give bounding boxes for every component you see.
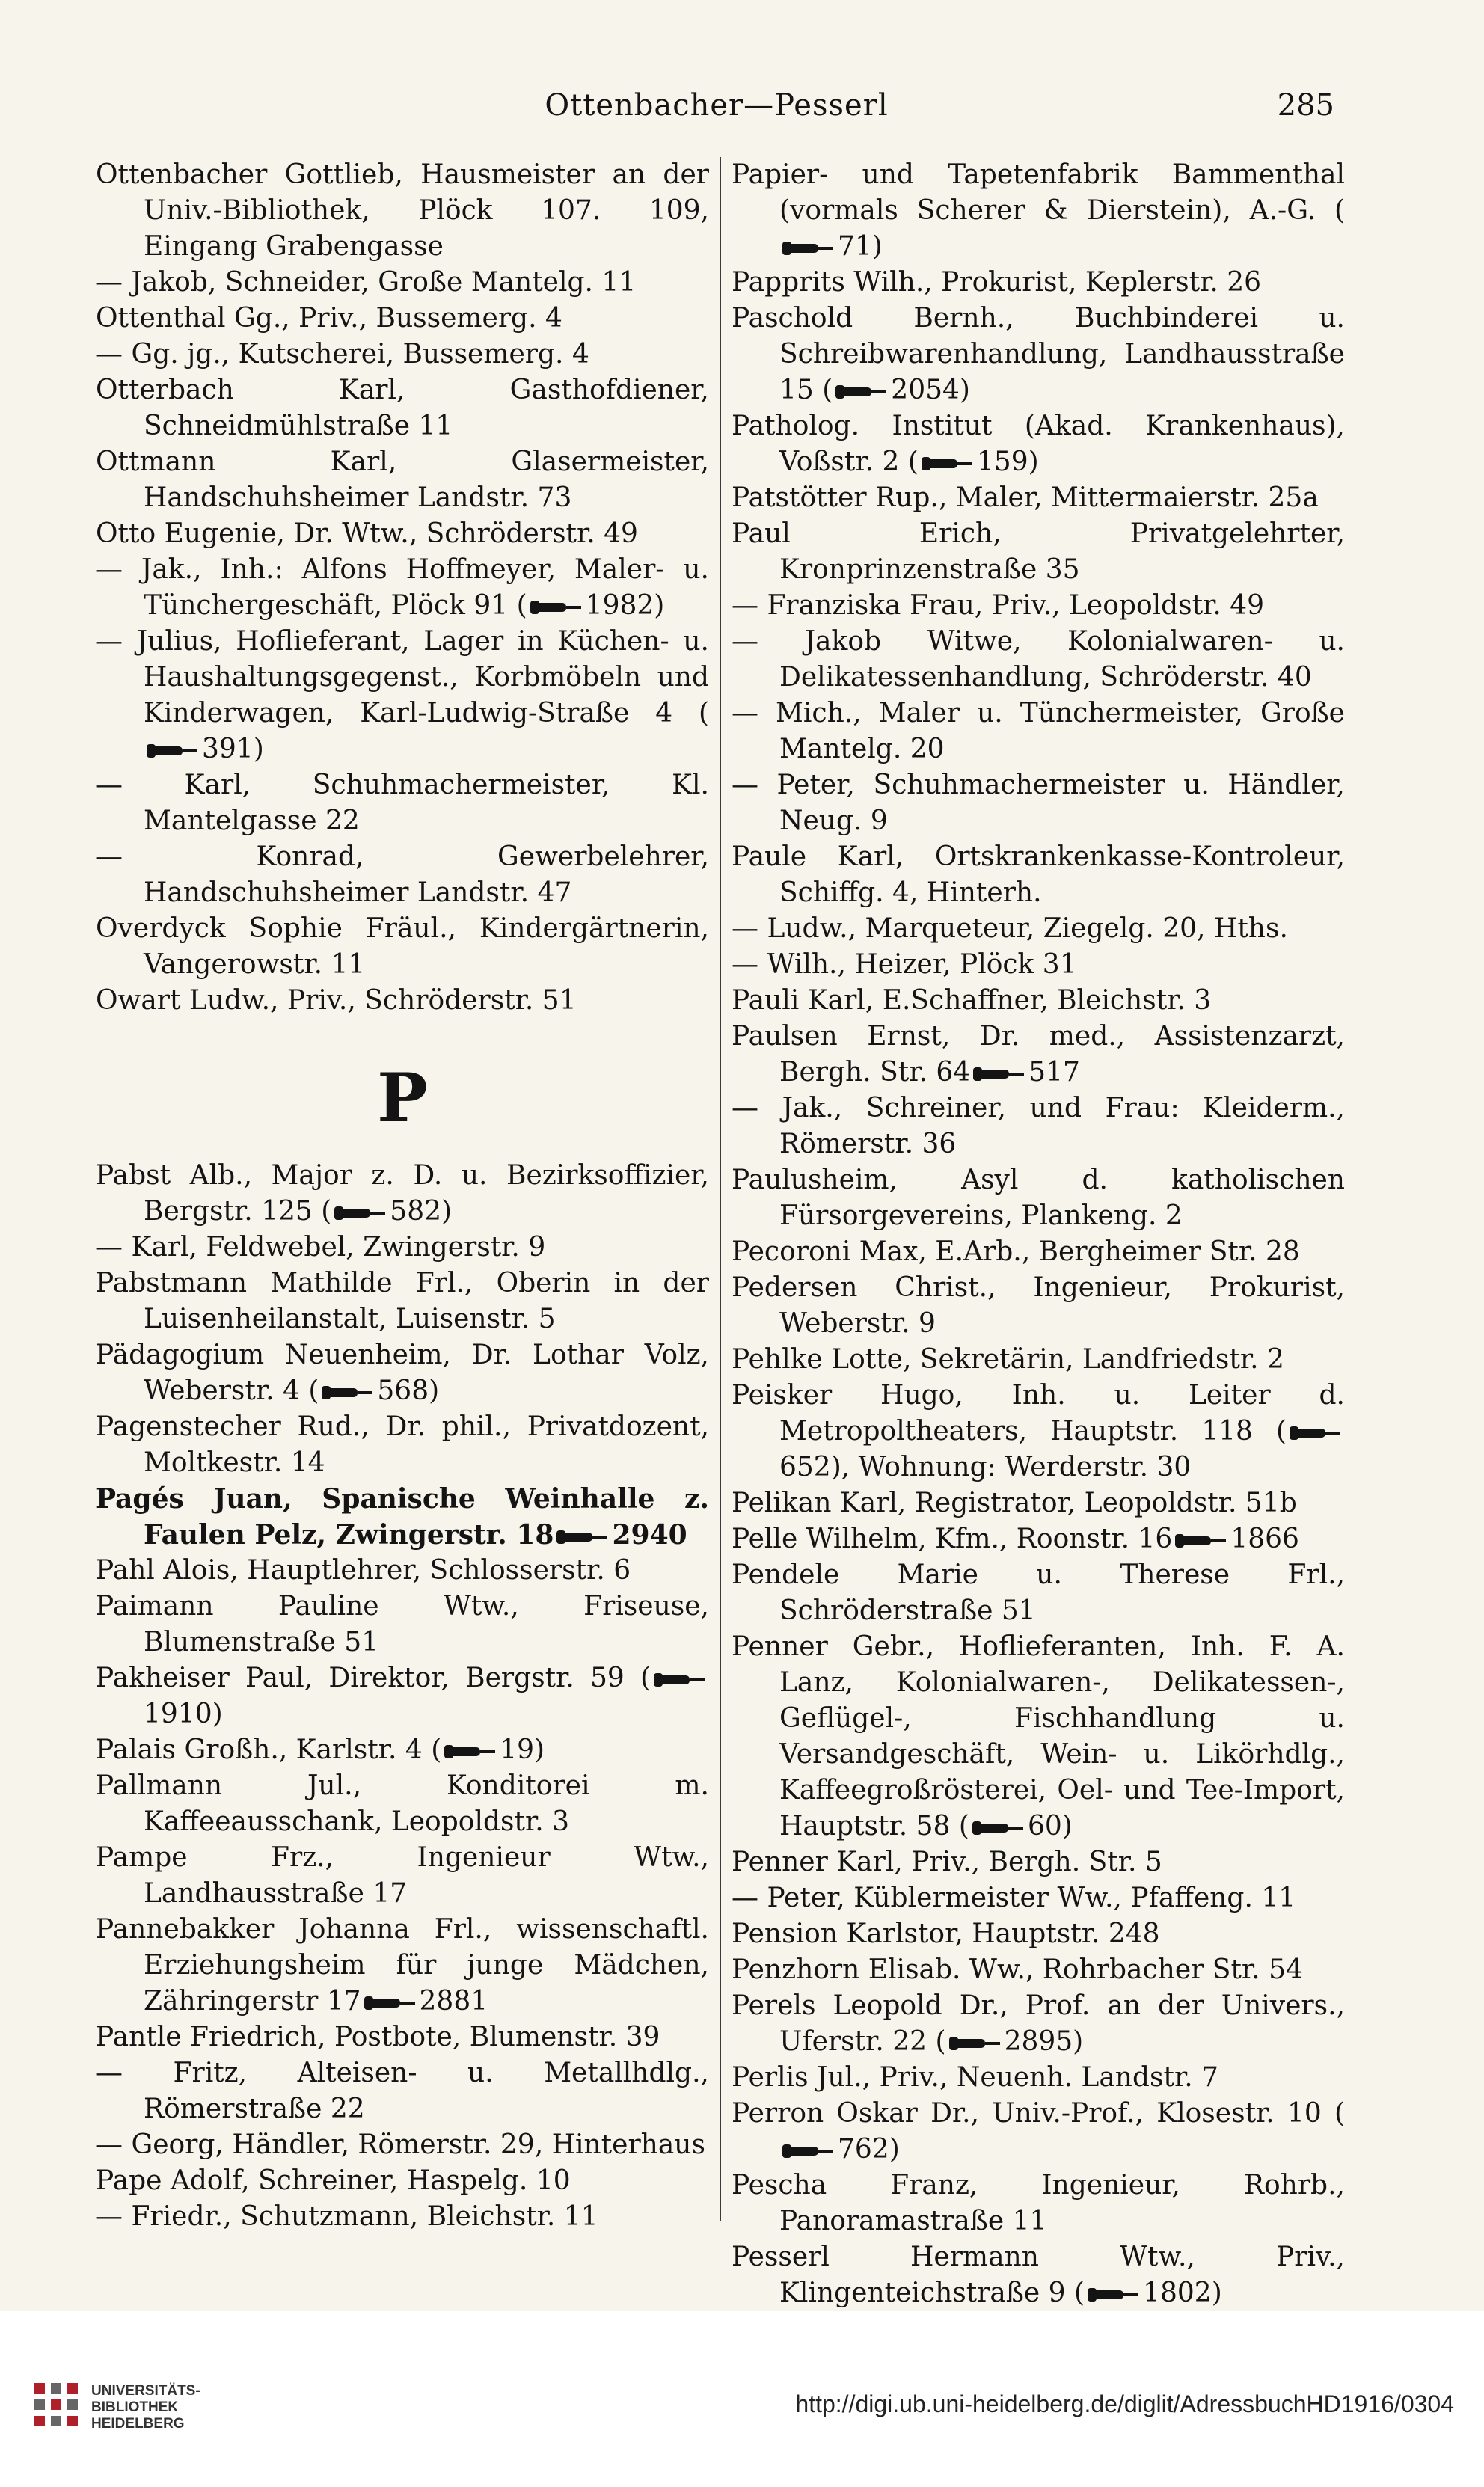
directory-entry xyxy=(732,1270,1345,1342)
entry-phone-number: 71) xyxy=(838,231,883,262)
source-url-link[interactable]: http://digi.ub.uni-heidelberg.de/diglit/AdressbuchHD1916/0304 xyxy=(795,2391,1454,2417)
directory-entry xyxy=(732,1342,1345,1378)
directory-entry xyxy=(96,1409,709,1481)
entry-text: — Peter, Küblermeister Ww., Pfaffeng. 11 xyxy=(732,1883,1296,1913)
entry-text: — Karl, Feldwebel, Zwingerstr. 9 xyxy=(96,1232,546,1263)
directory-entry xyxy=(96,624,709,767)
entry-text: Paschold Bernh., Buchbinderei u. Schreibwarenhandlung, Landhausstraße 15 ( xyxy=(732,303,1345,405)
telephone-icon xyxy=(1088,2287,1140,2303)
column-divider xyxy=(720,157,721,2221)
directory-entry xyxy=(96,1266,709,1337)
entry-text: Pendele Marie u. Therese Frl., Schröderstraße 51 xyxy=(732,1560,1345,1626)
entry-text: Pahl Alois, Hauptlehrer, Schlosserstr. 6 xyxy=(96,1555,631,1586)
telephone-icon xyxy=(973,1066,1025,1082)
directory-entry xyxy=(732,1844,1345,1880)
entry-text: — Ludw., Marqueteur, Ziegelg. 20, Hths. xyxy=(732,913,1288,944)
telephone-icon xyxy=(782,2143,835,2159)
entry-phone-number: 517 xyxy=(1028,1057,1080,1088)
directory-entry xyxy=(96,157,709,265)
entry-text: Pakheiser Paul, Direktor, Bergstr. 59 ( xyxy=(96,1663,651,1693)
directory-entry xyxy=(732,1557,1345,1629)
telephone-icon xyxy=(1290,1425,1342,1441)
directory-entry xyxy=(732,2096,1345,2168)
entry-text: — Fritz, Alteisen- u. Metallhdlg., Römerstraße 22 xyxy=(96,2058,709,2124)
entry-text: Pauli Karl, E.Schaffner, Bleichstr. 3 xyxy=(732,985,1212,1016)
directory-entry xyxy=(96,337,709,372)
entry-text: Pädagogium Neuenheim, Dr. Lothar Volz, Weberstr. 4 ( xyxy=(96,1340,709,1406)
entry-text: Perron Oskar Dr., Univ.-Prof., Klosestr. 10 ( xyxy=(732,2098,1345,2129)
page-title: Ottenbacher—Pesserl xyxy=(545,88,889,123)
telephone-icon xyxy=(782,240,835,257)
entry-text: Penner Karl, Priv., Bergh. Str. 5 xyxy=(732,1847,1162,1877)
telephone-icon xyxy=(922,456,974,472)
entry-phone-number: 582) xyxy=(390,1196,453,1227)
directory-entry xyxy=(96,372,709,444)
directory-entry xyxy=(732,1629,1345,1844)
directory-entry xyxy=(96,2055,709,2127)
entry-text: Ottenthal Gg., Priv., Bussemerg. 4 xyxy=(96,303,562,334)
directory-entry xyxy=(96,1912,709,2020)
entry-text: Pescha Franz, Ingenieur, Rohrb., Panoramastraße 11 xyxy=(732,2170,1345,2236)
directory-entry xyxy=(96,444,709,516)
entry-text: Owart Ludw., Priv., Schröderstr. 51 xyxy=(96,985,577,1016)
entry-text: — Mich., Maler u. Tünchermeister, Große Mantelg. 20 xyxy=(732,698,1345,764)
directory-entry xyxy=(732,624,1345,696)
telephone-icon xyxy=(835,384,888,400)
entry-text: Ottenbacher Gottlieb, Hausmeister an der Univ.-Bibliothek, Plöck 107. 109, Eingang Grabengasse xyxy=(96,159,709,262)
directory-entry xyxy=(732,911,1345,947)
telephone-icon xyxy=(444,1744,497,1760)
directory-entry xyxy=(96,1768,709,1840)
directory-entry xyxy=(732,983,1345,1019)
directory-entry xyxy=(96,911,709,983)
entry-text: Penzhorn Elisab. Ww., Rohrbacher Str. 54 xyxy=(732,1954,1303,1985)
directory-entry xyxy=(96,1230,709,1266)
entry-phone-number: 1866 xyxy=(1230,1524,1299,1554)
directory-entry xyxy=(96,516,709,552)
entry-phone-number: 568) xyxy=(377,1376,440,1406)
entry-text: Paimann Pauline Wtw., Friseuse, Blumenstraße 51 xyxy=(96,1591,709,1658)
directory-entry xyxy=(732,157,1345,265)
directory-entry xyxy=(732,588,1345,624)
footer xyxy=(0,2311,1484,2487)
entry-phone-number: 159) xyxy=(976,447,1039,477)
directory-entry xyxy=(732,1521,1345,1557)
entry-phone-number: 1982) xyxy=(585,590,665,621)
entry-text: — Wilh., Heizer, Plöck 31 xyxy=(732,949,1077,980)
directory-entry xyxy=(96,1158,709,1230)
entry-text: — Friedr., Schutzmann, Bleichstr. 11 xyxy=(96,2201,598,2232)
entry-text: Otterbach Karl, Gasthofdiener, Schneidmühlstraße 11 xyxy=(96,375,709,441)
directory-entry xyxy=(732,408,1345,480)
directory-entry xyxy=(96,2199,709,2235)
directory-entry xyxy=(732,516,1345,588)
entry-text: — Karl, Schuhmachermeister, Kl. Mantelgasse 22 xyxy=(96,770,709,836)
telephone-icon xyxy=(364,1995,417,2011)
right-entries xyxy=(732,157,1345,2311)
page-number: 285 xyxy=(1277,88,1334,123)
entry-text: Paul Erich, Privatgelehrter, Kronprinzenstraße 35 xyxy=(732,518,1345,585)
directory-entry xyxy=(96,1589,709,1660)
directory-entry xyxy=(96,767,709,839)
entry-phone-number: 1910) xyxy=(144,1699,223,1729)
entry-text: Pelikan Karl, Registrator, Leopoldstr. 51b xyxy=(732,1488,1297,1518)
telephone-icon xyxy=(654,1672,706,1688)
directory-entry xyxy=(732,1091,1345,1162)
entry-phone-number: 652), Wohnung: Werderstr. 30 xyxy=(779,1452,1192,1482)
entry-text: Pagés Juan, Spanische Weinhalle z. Faulen Pelz, Zwingerstr. 18 xyxy=(96,1483,709,1551)
directory-entry xyxy=(732,1019,1345,1091)
directory-entry xyxy=(732,1485,1345,1521)
telephone-icon xyxy=(147,743,199,759)
directory-entry xyxy=(732,839,1345,911)
entry-text: Pantle Friedrich, Postbote, Blumenstr. 39 xyxy=(96,2022,660,2052)
entry-text: — Jakob Witwe, Kolonialwaren- u. Delikatessenhandlung, Schröderstr. 40 xyxy=(732,626,1345,693)
entry-phone-number: 762) xyxy=(838,2134,900,2165)
directory-entry xyxy=(732,1378,1345,1485)
entry-text: Pelle Wilhelm, Kfm., Roonstr. 16 xyxy=(732,1524,1173,1554)
entry-text: Otto Eugenie, Dr. Wtw., Schröderstr. 49 xyxy=(96,518,638,549)
entry-text: Perlis Jul., Priv., Neuenh. Landstr. 7 xyxy=(732,2062,1219,2093)
entry-phone-number: 2881 xyxy=(419,1986,488,2017)
entry-text: Palais Großh., Karlstr. 4 ( xyxy=(96,1735,442,1765)
telephone-icon xyxy=(334,1205,387,1221)
telephone-icon xyxy=(949,2035,1002,2052)
left-entries xyxy=(96,157,709,1019)
directory-entry xyxy=(732,265,1345,301)
directory-entry xyxy=(732,1234,1345,1270)
entry-text: Overdyck Sophie Fräul., Kindergärtnerin, Vangerowstr. 11 xyxy=(96,913,709,980)
directory-entry xyxy=(96,2127,709,2163)
entry-text: Pampe Frz., Ingenieur Wtw., Landhausstraße 17 xyxy=(96,1842,709,1909)
directory-entry xyxy=(96,2163,709,2199)
left-p-entries xyxy=(96,1158,709,2235)
directory-entry xyxy=(732,1162,1345,1234)
directory-entry xyxy=(96,2020,709,2055)
entry-text: Pecoroni Max, E.Arb., Bergheimer Str. 28 xyxy=(732,1236,1300,1267)
entry-text: Pension Karlstor, Hauptstr. 248 xyxy=(732,1919,1160,1949)
directory-entry xyxy=(732,301,1345,408)
library-name: UNIVERSITÄTS- BIBLIOTHEK HEIDELBERG xyxy=(91,2383,200,2432)
directory-entry xyxy=(732,1988,1345,2060)
telephone-icon xyxy=(322,1384,374,1401)
entry-text: Pehlke Lotte, Sekretärin, Landfriedstr. 2 xyxy=(732,1344,1284,1375)
directory-entry xyxy=(732,1916,1345,1952)
entry-phone-number: 2054) xyxy=(891,375,970,405)
directory-entry xyxy=(732,2168,1345,2239)
telephone-icon xyxy=(1175,1533,1227,1549)
directory-entry xyxy=(732,696,1345,767)
directory-entry xyxy=(96,1481,709,1553)
entry-phone-number: 2895) xyxy=(1004,2026,1084,2057)
entry-phone-number: 2940 xyxy=(612,1519,687,1551)
entry-text: — Konrad, Gewerbelehrer, Handschuhsheimer Landstr. 47 xyxy=(96,841,709,908)
directory-entry xyxy=(96,1553,709,1589)
directory-entry xyxy=(96,839,709,911)
entry-text: — Gg. jg., Kutscherei, Bussemerg. 4 xyxy=(96,339,589,369)
entry-text: — Georg, Händler, Römerstr. 29, Hinterhaus xyxy=(96,2129,705,2160)
directory-entry xyxy=(732,767,1345,839)
entry-text: Paule Karl, Ortskrankenkasse-Kontroleur, Schiffg. 4, Hinterh. xyxy=(732,841,1345,908)
entry-text: Pesserl Hermann Wtw., Priv., Klingenteichstraße 9 ( xyxy=(732,2242,1345,2308)
entry-phone-number: 391) xyxy=(202,734,264,764)
directory-entry xyxy=(732,947,1345,983)
entry-text: Pallmann Jul., Konditorei m. Kaffeeausschank, Leopoldstr. 3 xyxy=(96,1770,709,1837)
entry-phone-number: 1802) xyxy=(1143,2278,1222,2308)
entry-text: Pagenstecher Rud., Dr. phil., Privatdozent, Moltkestr. 14 xyxy=(96,1411,709,1478)
entry-text: Pabstmann Mathilde Frl., Oberin in der Luisenheilanstalt, Luisenstr. 5 xyxy=(96,1268,709,1334)
entry-text: Perels Leopold Dr., Prof. an der Univers., Uferstr. 22 ( xyxy=(732,1990,1345,2057)
page-header xyxy=(99,88,1334,133)
entry-text: — Franziska Frau, Priv., Leopoldstr. 49 xyxy=(732,590,1265,621)
entry-text: Ottmann Karl, Glasermeister, Handschuhsheimer Landstr. 73 xyxy=(96,447,709,513)
entry-text: Paulsen Ernst, Dr. med., Assistenzarzt, Bergh. Str. 64 xyxy=(732,1021,1345,1088)
directory-entry xyxy=(96,1840,709,1912)
telephone-icon xyxy=(556,1529,609,1545)
library-logo-icon xyxy=(30,2379,82,2431)
directory-entry xyxy=(96,265,709,301)
entry-text: Peisker Hugo, Inh. u. Leiter d. Metropoltheaters, Hauptstr. 118 ( xyxy=(732,1380,1345,1447)
telephone-icon xyxy=(530,599,583,616)
entry-text: Papier- und Tapetenfabrik Bammenthal (vormals Scherer & Dierstein), A.-G. ( xyxy=(732,159,1345,226)
directory-entry xyxy=(732,2239,1345,2311)
entry-phone-number: 60) xyxy=(1027,1811,1073,1842)
entry-text: Penner Gebr., Hoflieferanten, Inh. F. A. Lanz, Kolonialwaren-, Delikatessen-, Geflügel-, Fischhandlung u. Versandgeschäft, Wein- u. Likörhdlg., Kaffeegroßrösterei, Oel- und Tee-Import, Hauptstr. 58 ( xyxy=(732,1631,1345,1842)
entry-text: — Julius, Hoflieferant, Lager in Küchen- u. Haushaltungsgegenst., Korbmöbeln und Kinderwagen, Karl-Ludwig-Straße 4 ( xyxy=(96,626,709,729)
entry-text: Pape Adolf, Schreiner, Haspelg. 10 xyxy=(96,2165,571,2196)
entry-text: — Jak., Schreiner, und Frau: Kleiderm., Römerstr. 36 xyxy=(732,1093,1345,1159)
directory-entry xyxy=(96,552,709,624)
entry-text: Pannebakker Johanna Frl., wissenschaftl. Erziehungsheim für junge Mädchen, Zähringerstr 17 xyxy=(96,1914,709,2017)
left-column xyxy=(96,157,709,2235)
entry-text: — Jakob, Schneider, Große Mantelg. 11 xyxy=(96,267,637,298)
directory-entry xyxy=(732,480,1345,516)
directory-entry xyxy=(732,1880,1345,1916)
directory-entry xyxy=(96,983,709,1019)
directory-entry xyxy=(732,1952,1345,1988)
entry-text: Patholog. Institut (Akad. Krankenhaus), Voßstr. 2 ( xyxy=(732,411,1345,477)
entry-text: Pabst Alb., Major z. D. u. Bezirksoffizier, Bergstr. 125 ( xyxy=(96,1160,709,1227)
telephone-icon xyxy=(972,1820,1025,1836)
right-column xyxy=(732,157,1345,2311)
entry-text: Pedersen Christ., Ingenieur, Prokurist, Weberstr. 9 xyxy=(732,1272,1345,1339)
entry-text: Patstötter Rup., Maler, Mittermaierstr. 25a xyxy=(732,482,1319,513)
section-letter: P xyxy=(377,1058,428,1138)
entry-text: — Peter, Schuhmachermeister u. Händler, Neug. 9 xyxy=(732,770,1345,836)
directory-entry xyxy=(96,1732,709,1768)
entry-phone-number: 19) xyxy=(500,1735,545,1765)
directory-entry xyxy=(732,2060,1345,2096)
entry-text: — Jak., Inh.: Alfons Hoffmeyer, Maler- u. Tünchergeschäft, Plöck 91 ( xyxy=(96,554,709,621)
directory-entry xyxy=(96,301,709,337)
entry-text: Paulusheim, Asyl d. katholischen Fürsorgevereins, Plankeng. 2 xyxy=(732,1165,1345,1231)
directory-entry xyxy=(96,1660,709,1732)
directory-entry xyxy=(96,1337,709,1409)
entry-text: Papprits Wilh., Prokurist, Keplerstr. 26 xyxy=(732,267,1262,298)
